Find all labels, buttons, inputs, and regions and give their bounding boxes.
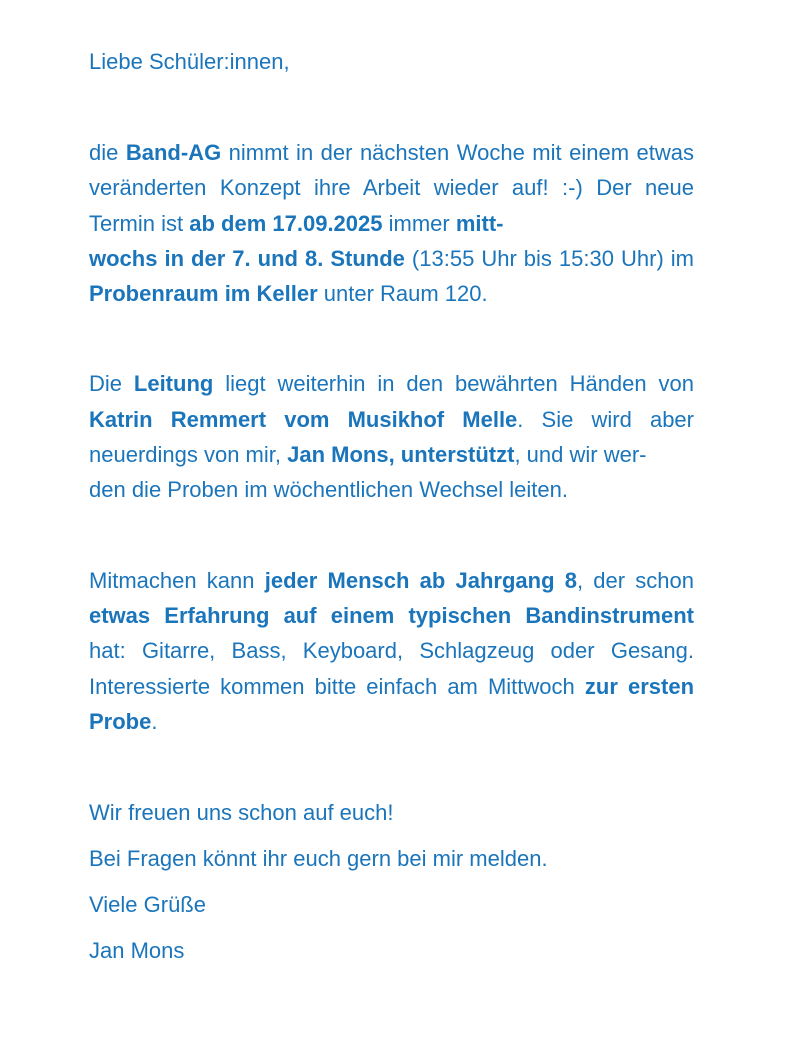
p1-bold-weekday-a: mitt- bbox=[455, 210, 504, 236]
p1-bold-start-date: ab dem 17.09.2025 bbox=[189, 210, 383, 236]
paragraph-participation bbox=[89, 563, 694, 739]
p1-text-1: die bbox=[89, 140, 126, 165]
p2-bold-leitung: Leitung bbox=[133, 371, 214, 397]
p3-text-4: . bbox=[151, 708, 158, 734]
p2-bold-support: Jan Mons, unterstützt bbox=[287, 442, 515, 468]
p2-text-3: . Sie wird aber neuerdings von mir, bbox=[89, 406, 694, 468]
p2-text-2: liegt weiterhin in den bewährten Händen von bbox=[213, 371, 694, 397]
p1-text-5: unter Raum 120. bbox=[317, 281, 488, 307]
p3-bold-experience: etwas Erfahrung auf einem typischen Bandinstrument bbox=[89, 602, 694, 628]
closing-line-regards: Viele Grüße bbox=[89, 892, 206, 918]
closing-line-questions: Bei Fragen könnt ihr euch gern bei mir melden. bbox=[89, 846, 548, 872]
greeting-line: Liebe Schüler:innen, bbox=[89, 49, 290, 74]
p2-text-1: Die bbox=[89, 371, 134, 397]
p1-bold-room: Probenraum im Keller bbox=[89, 281, 318, 307]
p1-bold-band-ag: Band-AG bbox=[125, 140, 222, 165]
paragraph-schedule bbox=[89, 135, 694, 311]
letter-page bbox=[89, 44, 694, 968]
p3-text-1: Mitmachen kann bbox=[89, 567, 265, 593]
p3-text-2: , der schon bbox=[576, 567, 694, 593]
p1-text-2: nimmt in der nächsten Woche mit einem etwas veränderten Konzept ihre Arbeit wieder auf! :-) Der neue Termin ist bbox=[89, 140, 694, 236]
signature-name: Jan Mons bbox=[89, 938, 185, 964]
p1-text-3: immer bbox=[382, 210, 456, 236]
paragraph-leadership bbox=[89, 366, 694, 507]
p2-text-4a: , und wir wer- bbox=[514, 442, 647, 468]
p2-bold-leader-name: Katrin Remmert vom Musikhof Melle bbox=[89, 406, 518, 432]
p3-bold-eligibility: jeder Mensch ab Jahrgang 8 bbox=[264, 567, 577, 593]
p1-bold-weekday-b: wochs in der 7. und 8. Stunde bbox=[89, 245, 405, 271]
closing-line-looking-forward: Wir freuen uns schon auf euch! bbox=[89, 800, 394, 826]
p2-text-4b: den die Proben im wöchentlichen Wechsel leiten. bbox=[89, 477, 568, 503]
p1-text-4: (13:55 Uhr bis 15:30 Uhr) im bbox=[404, 245, 694, 271]
p3-text-3: hat: Gitarre, Bass, Keyboard, Schlagzeug oder Gesang. Interessierte kommen bitte einfach am Mittwoch bbox=[89, 638, 694, 699]
p3-bold-first-rehearsal: zur ersten Probe bbox=[89, 673, 695, 734]
